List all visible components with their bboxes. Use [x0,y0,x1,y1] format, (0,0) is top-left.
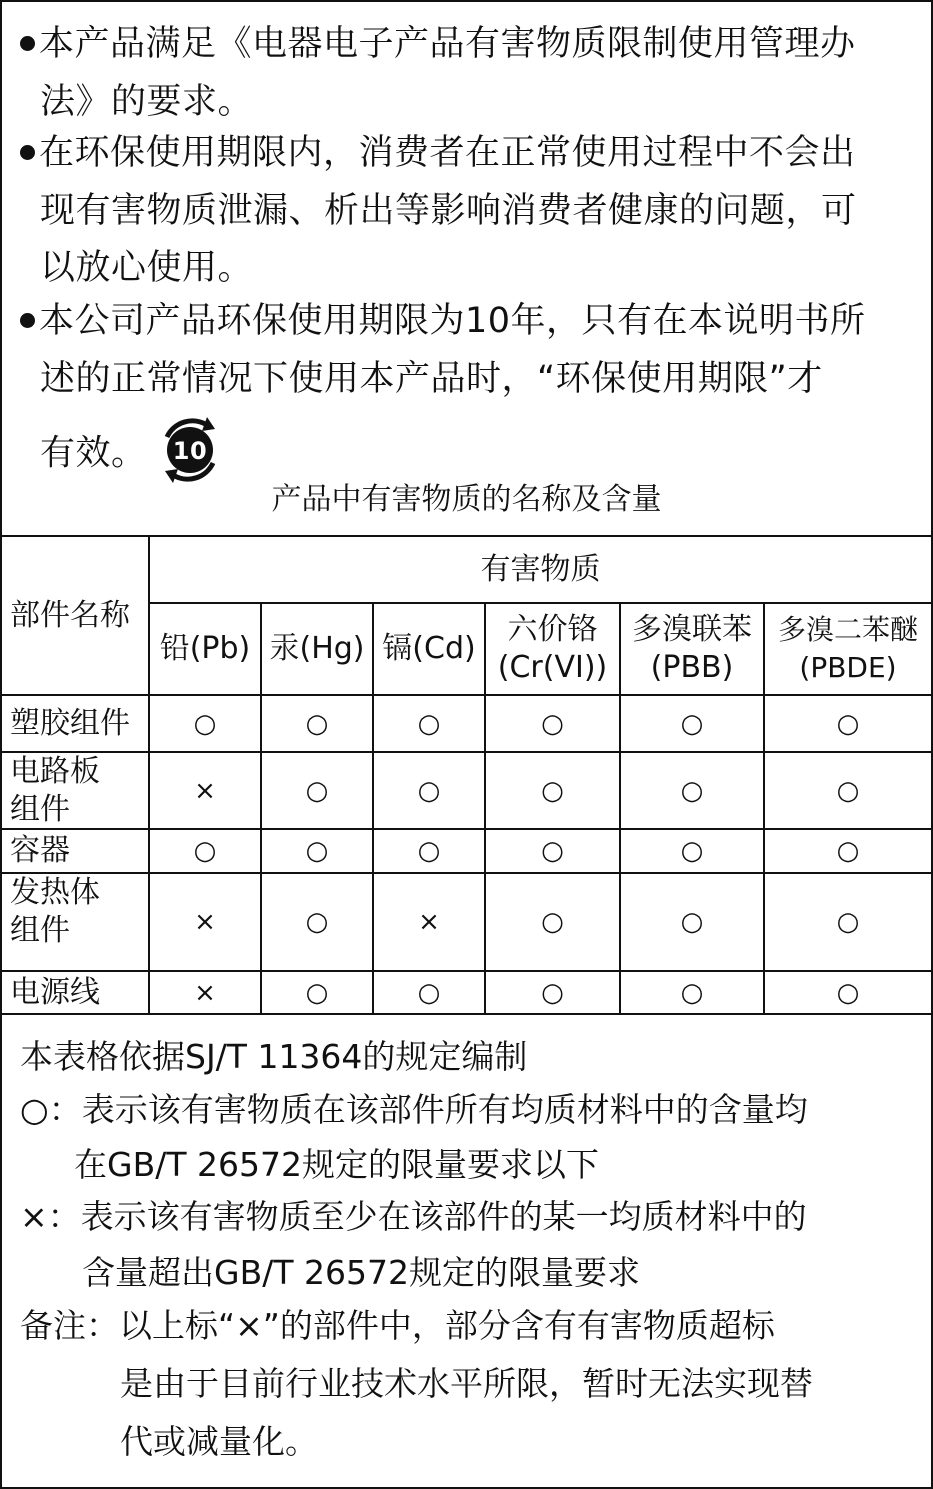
table-cell: ○ [541,907,564,937]
table-cell: ○ [541,836,564,866]
column-header-cd: 镉(Cd) [382,631,476,666]
table-cell: ○ [541,977,564,1008]
bullet-3-line-2: 述的正常情况下使用本产品时，“环保使用期限”才 [40,359,823,399]
table-cell: ○ [305,708,329,739]
basis-note: 本表格依据SJ/T 11364的规定编制 [20,1037,528,1076]
bullet-2-line-3: 以放心使用。 [40,248,254,288]
column-header-pbde: 多溴二苯醚 (PBDE) [777,613,918,684]
table-cell: ○ [680,775,704,806]
row-part-name: 电路板 组件 [10,754,100,827]
table-cell: × [194,977,216,1008]
table-cell: ○ [305,907,329,937]
table-cell: ○ [417,775,441,806]
bullet-dot-icon [20,313,35,328]
table-cell: ○ [836,708,860,739]
cross-legend-line-2: 含量超出GB/T 26572规定的限量要求 [82,1253,640,1292]
bullet-2-line-1: 在环保使用期限内，消费者在正常使用过程中不会出 [20,133,856,173]
table-cell: ○ [193,708,217,739]
table-cell: ○ [193,836,217,866]
row-part-name: 塑胶组件 [10,705,130,741]
table-cell: ○ [680,977,704,1008]
table-cell: ○ [680,836,704,866]
bullet-dot-icon [20,36,35,51]
bullet-1-line-2: 法》的要求。 [40,82,254,122]
table-cell: ○ [836,907,860,937]
table-cell: × [194,907,216,937]
table-cell: ○ [680,708,704,739]
table-title: 产品中有害物质的名称及含量 [271,482,662,517]
circle-legend-line-1: ○：表示该有害物质在该部件所有均质材料中的含量均 [20,1090,808,1129]
remark-line-1: 备注：以上标“×”的部件中，部分含有有害物质超标 [20,1306,775,1345]
column-header-pbb: 多溴联苯 (PBB) [632,612,752,685]
table-cell: ○ [836,977,860,1008]
hazardous-substance-table [2,535,931,1015]
bullet-1-line-1: 本产品满足《电器电子产品有害物质限制使用管理办 [20,24,856,64]
column-header-crvi: 六价铬 (Cr(VI)) [497,612,608,685]
cross-legend-line-1: ×：表示该有害物质至少在该部件的某一均质材料中的 [20,1197,807,1236]
remark-label: 备注： [20,1306,119,1345]
bullet-3-line-3: 有效。 10 [40,417,223,492]
circle-symbol: ○ [20,1090,49,1129]
remark-line-2: 是由于目前行业技术水平所限，暂时无法实现替 [120,1364,813,1403]
bullet-3-line-1: 本公司产品环保使用期限为10年，只有在本说明书所 [20,301,866,341]
bullet-dot-icon [20,145,35,160]
table-cell: ○ [305,775,329,806]
cross-symbol: × [20,1197,48,1236]
intro-section [2,2,931,537]
table-cell: ○ [305,836,329,866]
table-cell: ○ [417,836,441,866]
svg-text:10: 10 [172,437,207,465]
circle-legend-line-2: 在GB/T 26572规定的限量要求以下 [74,1145,599,1184]
table-cell: ○ [541,775,564,806]
column-header-hg: 汞(Hg) [269,631,365,666]
row-part-name: 容器 [10,833,70,868]
table-cell: ○ [680,907,704,937]
table-cell: ○ [417,708,441,739]
table-cell: ○ [836,836,860,866]
table-cell: ○ [417,977,441,1008]
table-cell: ○ [836,775,860,806]
notes-section [2,1015,931,1487]
remark-line-3: 代或减量化。 [120,1422,318,1461]
row-part-name: 电源线 [10,974,100,1010]
table-cell: ○ [541,708,564,739]
table-cell: × [194,775,216,806]
table-cell: ○ [305,977,329,1008]
part-name-header: 部件名称 [10,597,130,633]
column-header-pb: 铅(Pb) [159,631,251,666]
bullet-2-line-2: 现有害物质泄漏、析出等影响消费者健康的问题，可 [40,191,857,231]
hazardous-substance-header: 有害物质 [480,551,601,587]
table-cell: × [418,907,440,937]
row-part-name: 发热体 组件 [10,875,100,948]
